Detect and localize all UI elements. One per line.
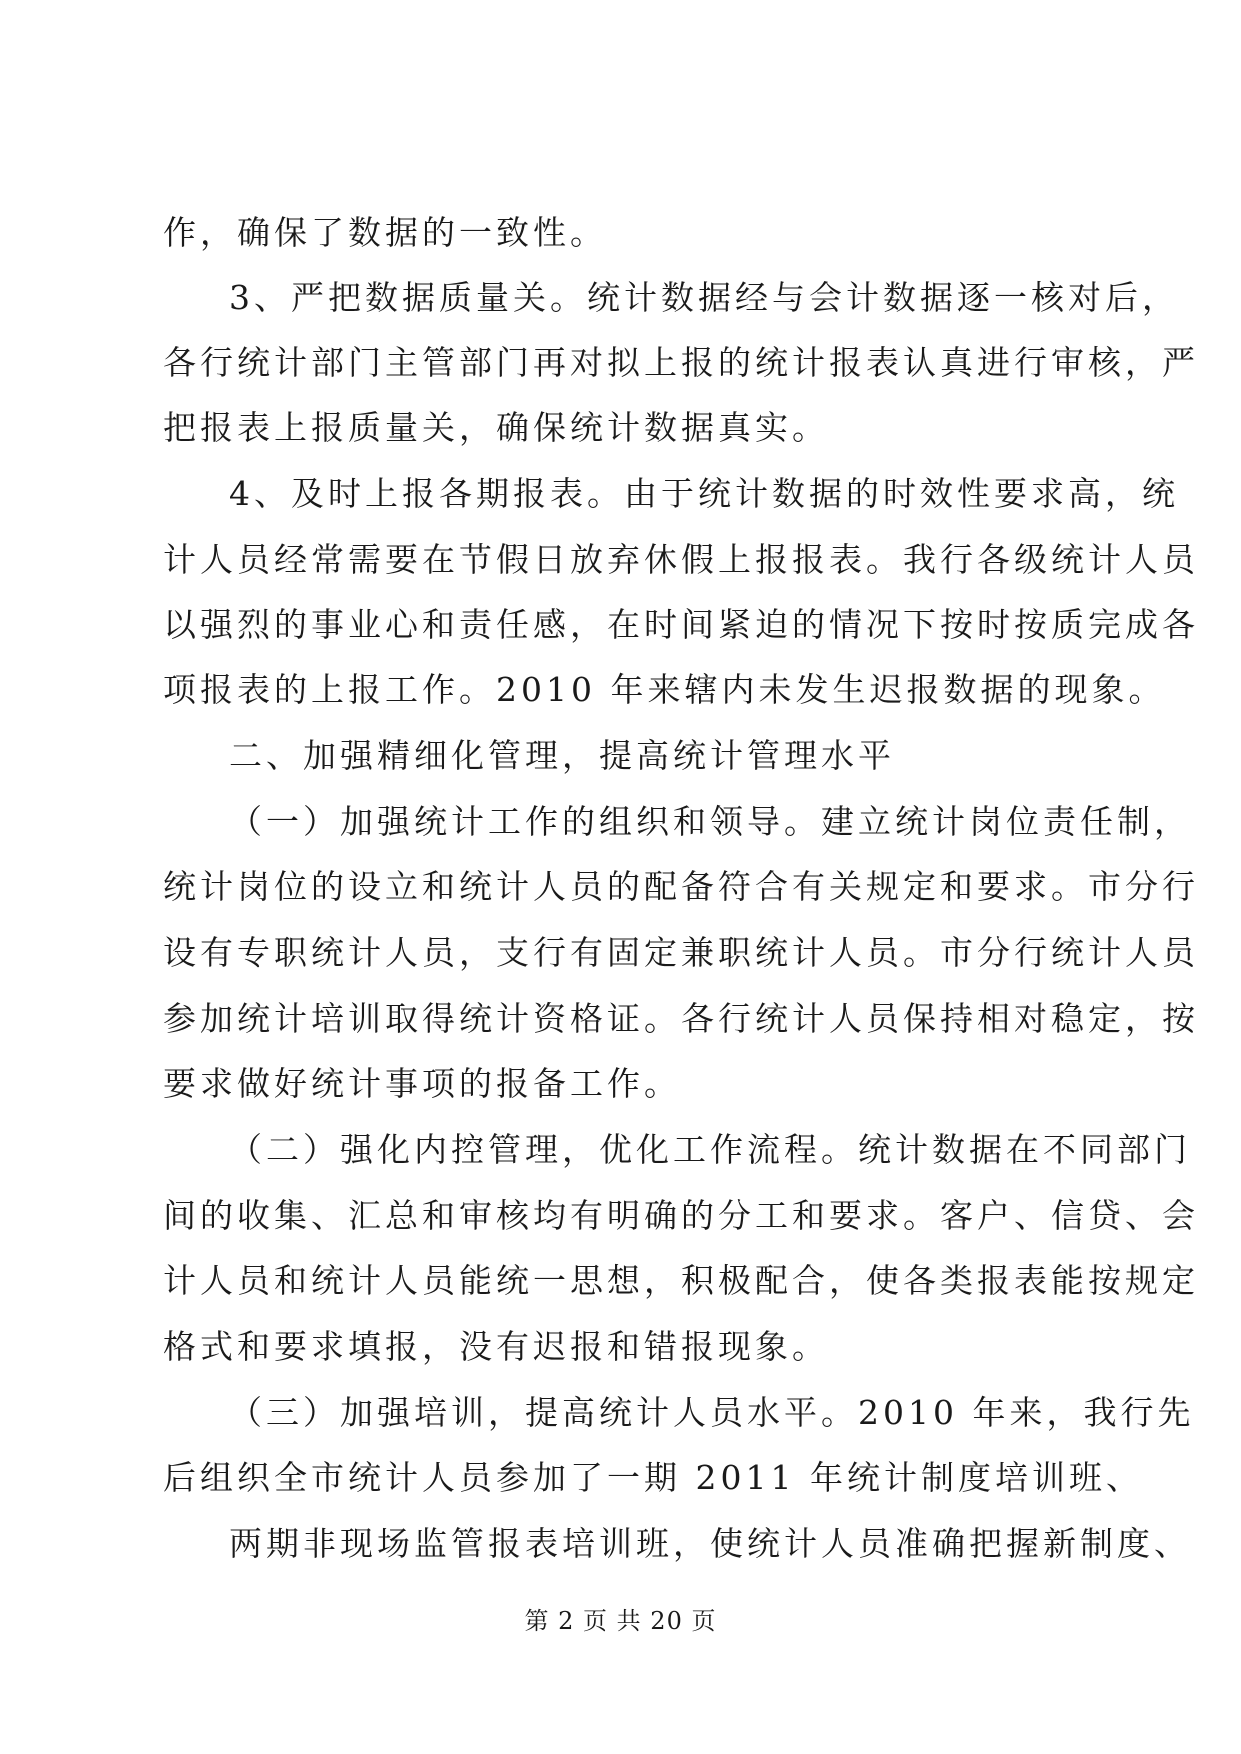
paragraph-line: （二）强化内控管理，优化工作流程。统计数据在不同部门 — [229, 1130, 1191, 1169]
paragraph-line: 作，确保了数据的一致性。 — [163, 213, 607, 252]
paragraph-line: 计人员和统计人员能统一思想，积极配合，使各类报表能按规定 — [163, 1261, 1199, 1300]
paragraph-line: 把报表上报质量关，确保统计数据真实。 — [163, 408, 829, 447]
paragraph-line: 后组织全市统计人员参加了一期 2011 年统计制度培训班、 — [163, 1458, 1143, 1497]
paragraph-line: 间的收集、汇总和审核均有明确的分工和要求。客户、信贷、会 — [163, 1196, 1199, 1235]
paragraph-line: 两期非现场监管报表培训班，使统计人员准确把握新制度、 — [229, 1524, 1191, 1563]
paragraph-line: 计人员经常需要在节假日放弃休假上报报表。我行各级统计人员 — [163, 540, 1199, 579]
paragraph-line: 3、严把数据质量关。统计数据经与会计数据逐一核对后， — [229, 278, 1179, 317]
paragraph-line: （三）加强培训，提高统计人员水平。2010 年来，我行先 — [229, 1393, 1195, 1432]
paragraph-line: 4、及时上报各期报表。由于统计数据的时效性要求高，统 — [229, 474, 1179, 513]
page-footer: 第 2 页 共 20 页 — [524, 1607, 717, 1635]
paragraph-line: 格式和要求填报，没有迟报和错报现象。 — [163, 1327, 829, 1366]
paragraph-line: 设有专职统计人员，支行有固定兼职统计人员。市分行统计人员 — [163, 933, 1199, 972]
paragraph-line: 参加统计培训取得统计资格证。各行统计人员保持相对稳定，按 — [163, 999, 1199, 1038]
paragraph-line: 要求做好统计事项的报备工作。 — [163, 1064, 681, 1103]
paragraph-line: 各行统计部门主管部门再对拟上报的统计报表认真进行审核，严 — [163, 343, 1199, 382]
paragraph-line: 统计岗位的设立和统计人员的配备符合有关规定和要求。市分行 — [163, 867, 1199, 906]
paragraph-line: 项报表的上报工作。2010 年来辖内未发生迟报数据的现象。 — [163, 670, 1166, 709]
paragraph-line: （一）加强统计工作的组织和领导。建立统计岗位责任制， — [229, 802, 1191, 841]
section-heading: 二、加强精细化管理，提高统计管理水平 — [229, 736, 895, 775]
paragraph-line: 以强烈的事业心和责任感，在时间紧迫的情况下按时按质完成各 — [163, 605, 1199, 644]
